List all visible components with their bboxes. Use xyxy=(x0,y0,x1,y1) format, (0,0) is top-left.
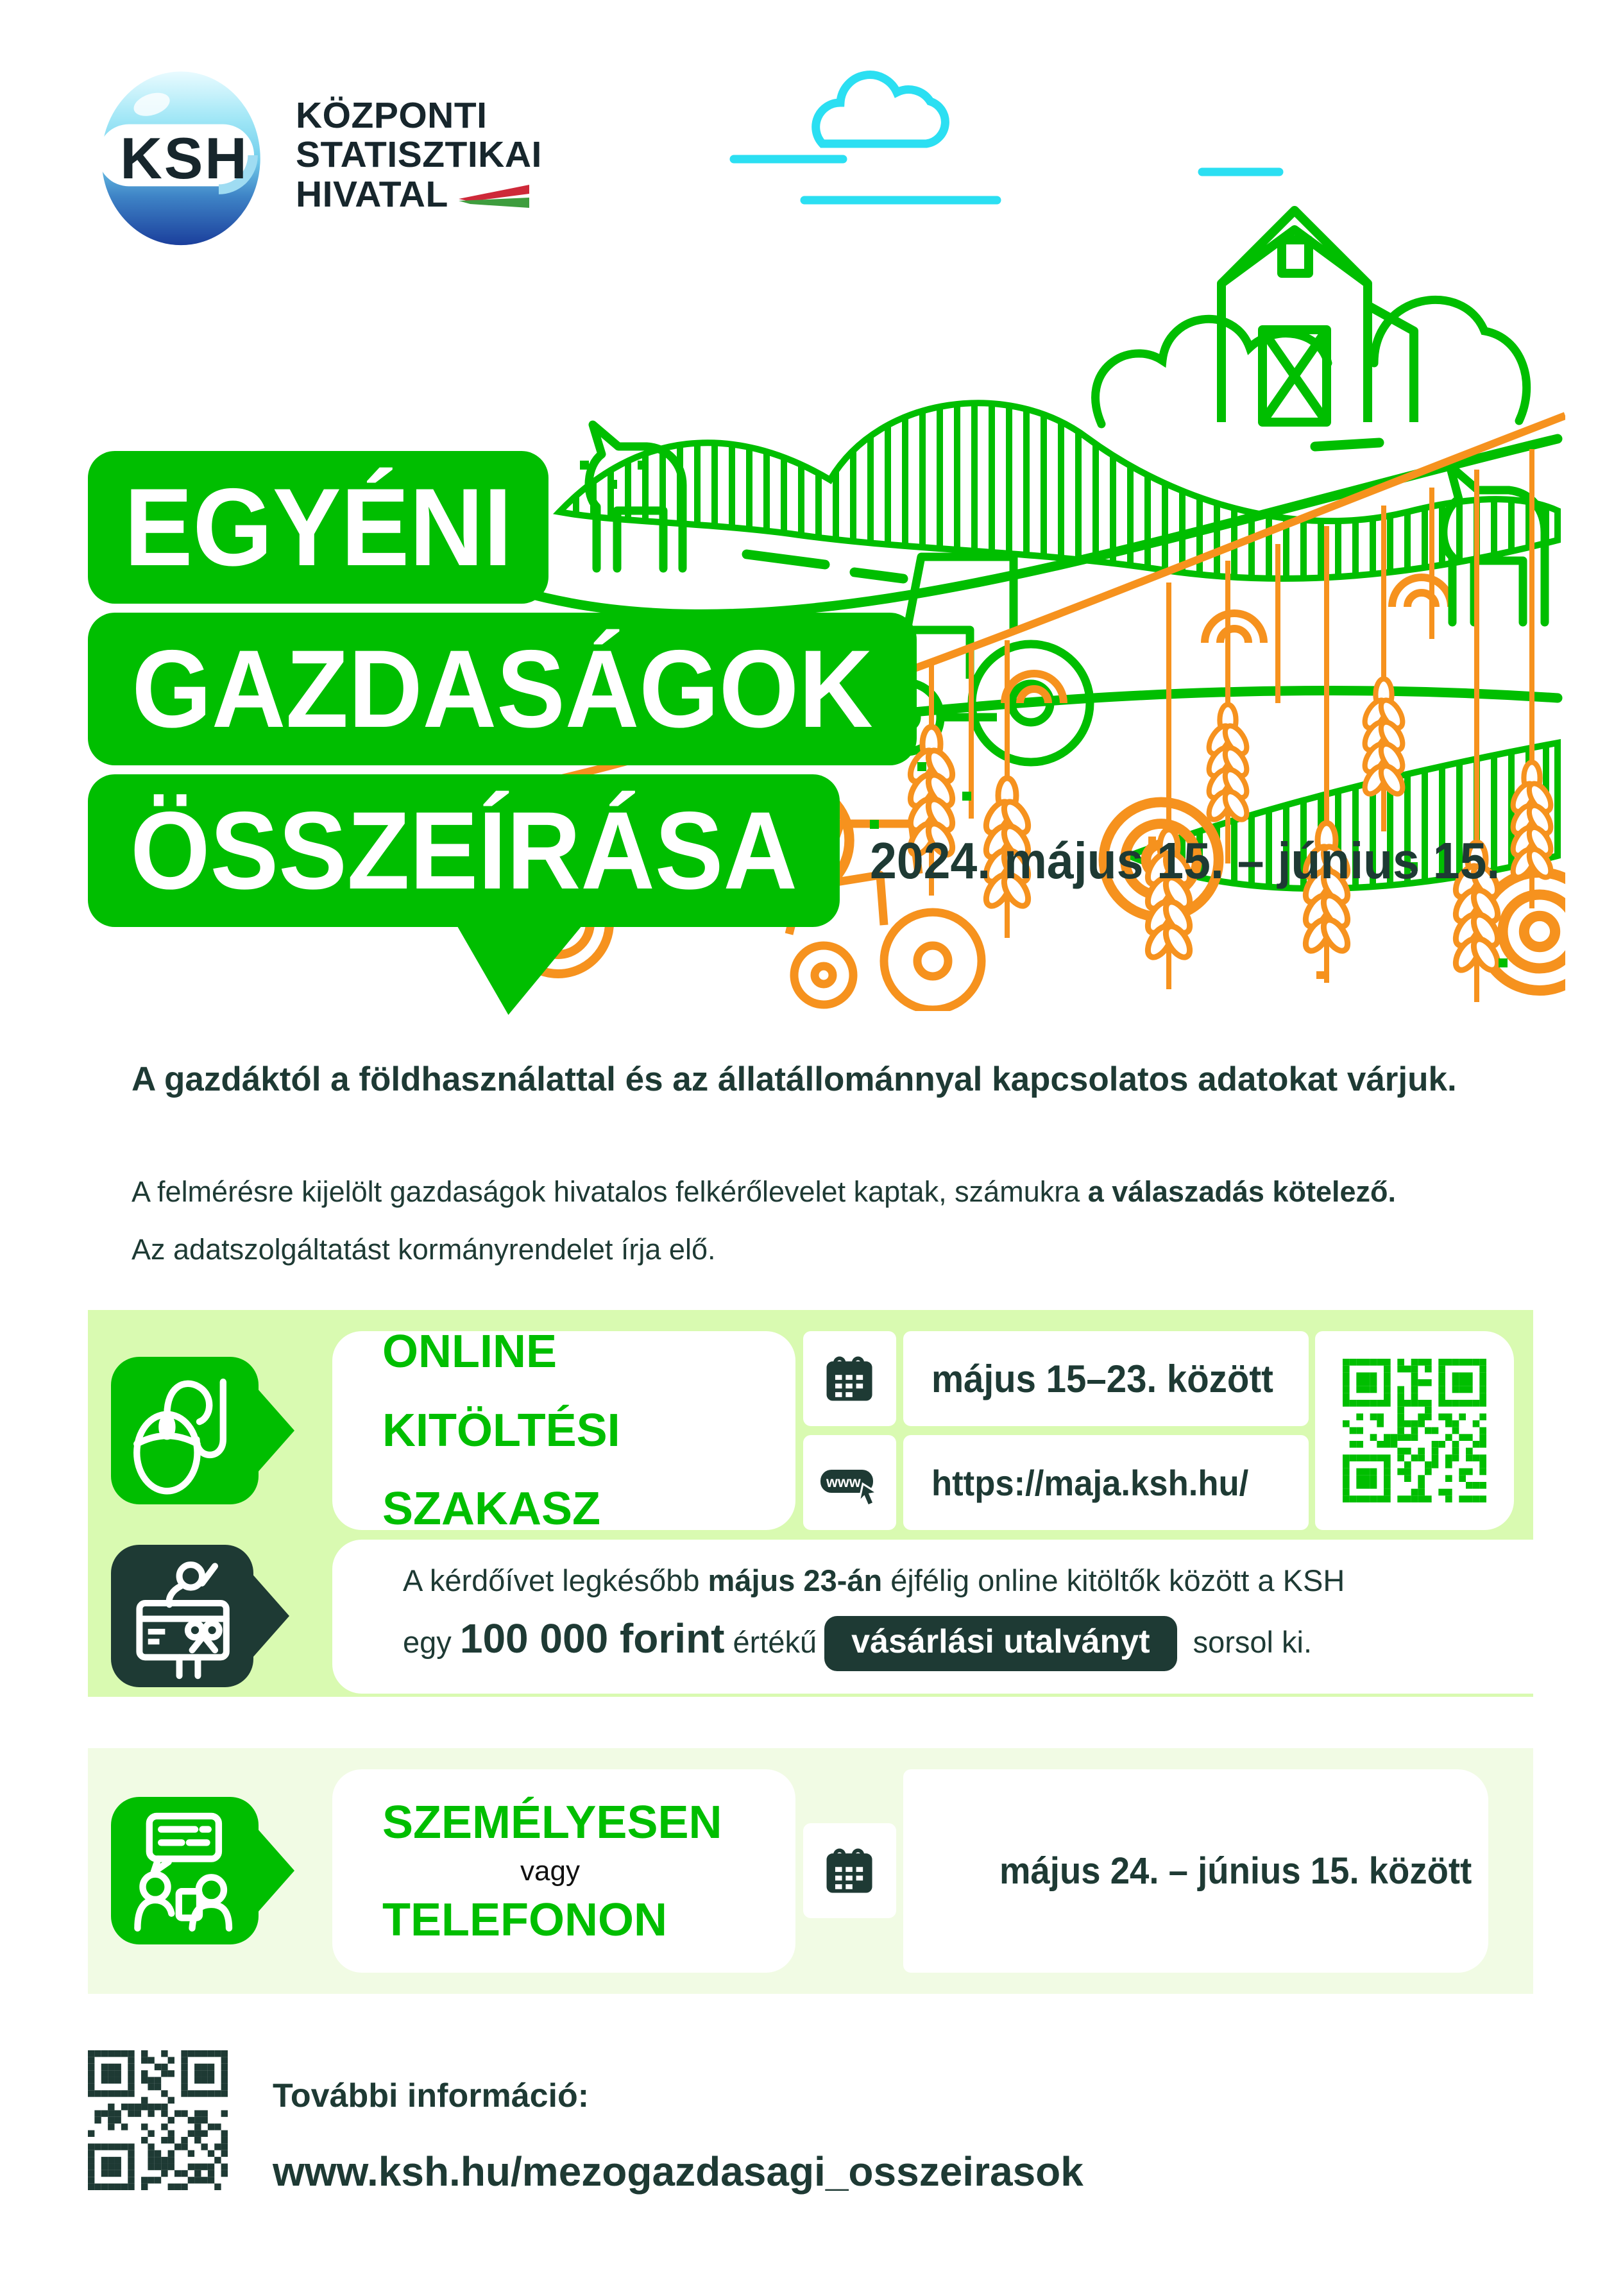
title-block-1 xyxy=(88,451,548,604)
title-text: GAZDASÁGOK xyxy=(132,627,873,751)
interview-people-icon xyxy=(111,1797,259,1944)
qr-code-green xyxy=(1343,1359,1486,1502)
qr-card-online xyxy=(1315,1331,1514,1530)
personal-title-line: TELEFONON xyxy=(382,1894,667,1946)
online-title-line: SZAKASZ xyxy=(382,1483,600,1535)
personal-title-line: SZEMÉLYESEN xyxy=(382,1796,722,1848)
logo-org-line: STATISZTIKAI xyxy=(296,134,542,176)
calendar-icon xyxy=(819,1840,881,1901)
computer-mouse-icon xyxy=(111,1357,259,1504)
title-text: ÖSSZEÍRÁSA xyxy=(130,789,797,912)
logo-org-line: HIVATAL xyxy=(296,173,448,215)
more-info-label: További információ: xyxy=(273,2077,590,2114)
online-title-line: ONLINE KITÖLTÉSI xyxy=(382,1326,620,1456)
prize-line-1: A kérdőívet legkésőbb május 23-án éjfélig online kitöltők között a KSH xyxy=(403,1563,1345,1597)
svg-text:www: www xyxy=(826,1474,861,1490)
logo-org-line: KÖZPONTI xyxy=(296,94,488,136)
online-section xyxy=(88,1310,1533,1697)
calendar-icon xyxy=(819,1348,881,1409)
title-block-2 xyxy=(88,613,917,765)
online-url-card xyxy=(903,1435,1309,1530)
calendar-tile xyxy=(803,1331,896,1426)
ksh-logo xyxy=(88,59,542,251)
online-date-card: május 15–23. között xyxy=(903,1331,1309,1426)
qr-code-footer xyxy=(88,2050,228,2190)
prize-line-2: egy 100 000 forint értékű vásárlási utalványt sorsol ki. xyxy=(403,1615,1568,1671)
title-text: EGYÉNI xyxy=(124,466,513,589)
gift-card-icon xyxy=(111,1545,253,1687)
body-paragraph-2: Az adatszolgáltatást kormányrendelet írja elő. xyxy=(132,1233,716,1266)
ksh-globe-icon xyxy=(88,59,274,251)
lead-paragraph: A gazdáktól a földhasználattal és az állatállománnyal kapcsolatos adatokat várjuk. xyxy=(132,1060,1457,1098)
personal-tile xyxy=(111,1797,259,1944)
website-tile xyxy=(803,1435,896,1530)
www-icon xyxy=(818,1450,882,1515)
voucher-badge: vásárlási utalványt xyxy=(824,1616,1177,1671)
personal-title-mid: vagy xyxy=(520,1855,580,1887)
prize-card xyxy=(332,1540,1568,1694)
personal-section xyxy=(88,1748,1533,1994)
online-url[interactable]: https://maja.ksh.hu/ xyxy=(931,1462,1249,1503)
svg-text:KSH: KSH xyxy=(120,126,249,191)
footer-url[interactable]: www.ksh.hu/mezogazdasagi_osszeirasok xyxy=(273,2148,1083,2195)
prize-tile xyxy=(111,1545,253,1687)
title-block-3 xyxy=(88,774,840,927)
online-title-card xyxy=(332,1326,795,1535)
body-paragraph-1: A felmérésre kijelölt gazdaságok hivatalos felkérőlevelet kaptak, számukra a válaszadás kötelező. xyxy=(132,1175,1397,1208)
personal-date-card: május 24. – június 15. között xyxy=(903,1769,1488,1973)
personal-title-card xyxy=(332,1769,795,1973)
campaign-date-range: 2024. május 15. – június 15. xyxy=(870,832,1500,889)
online-tile xyxy=(111,1357,259,1504)
calendar-tile xyxy=(803,1823,896,1918)
logo-org-name xyxy=(296,96,542,215)
